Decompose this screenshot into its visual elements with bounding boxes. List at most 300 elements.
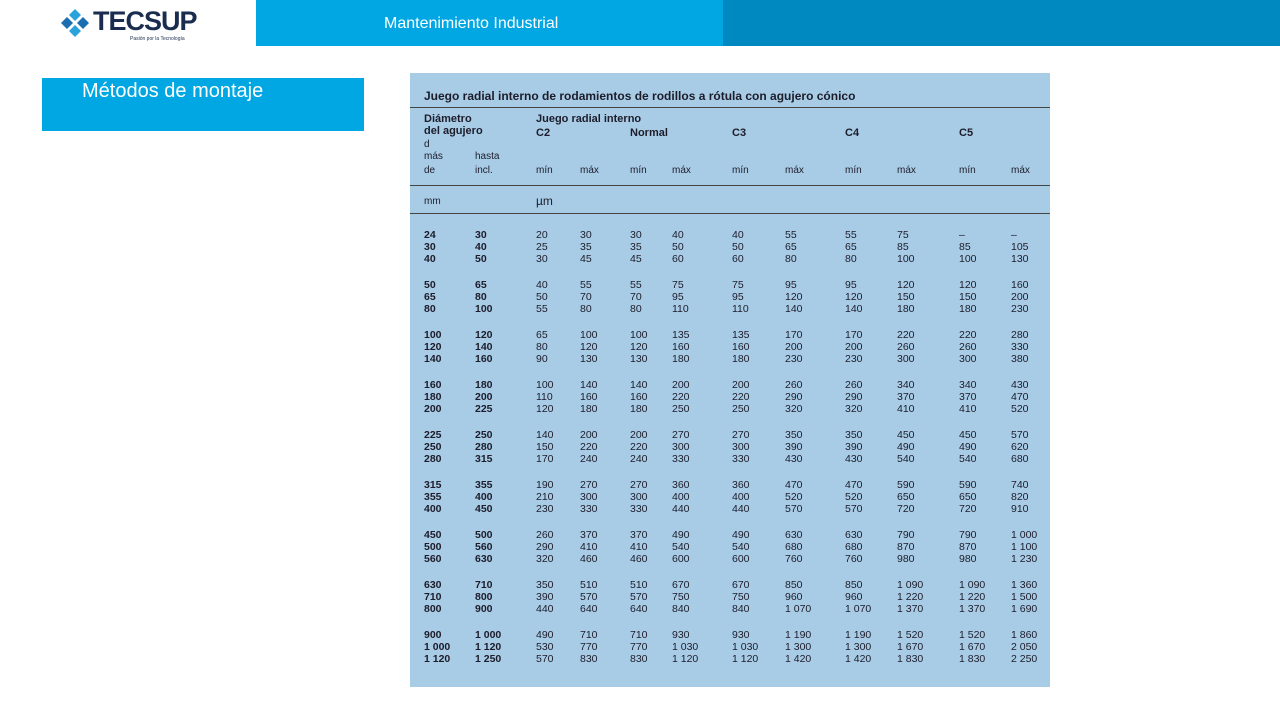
table-cell-diameter: 710 bbox=[424, 591, 442, 604]
section-title-box bbox=[42, 78, 364, 131]
table-cell-value: 220 bbox=[630, 441, 648, 454]
table-cell-value: 1 830 bbox=[897, 653, 924, 666]
table-cell-value: 830 bbox=[580, 653, 598, 666]
table-cell-value: 180 bbox=[897, 303, 915, 316]
table-cell-value: 200 bbox=[1011, 291, 1029, 304]
table-cell-value: 460 bbox=[580, 553, 598, 566]
table-cell-value: 370 bbox=[897, 391, 915, 404]
table-cell-value: 140 bbox=[630, 379, 648, 391]
table-cell-value: 490 bbox=[959, 441, 977, 454]
table-cell-value: 930 bbox=[732, 629, 750, 641]
table-cell-value: 170 bbox=[536, 453, 554, 466]
table-cell-value: 80 bbox=[580, 303, 592, 316]
table-cell-value: 740 bbox=[1011, 479, 1029, 491]
table-cell-value: 110 bbox=[536, 391, 553, 404]
table-cell-value: 200 bbox=[845, 341, 863, 354]
table-cell-diameter: 450 bbox=[424, 529, 442, 541]
table-cell-value: 720 bbox=[897, 503, 915, 516]
table-cell-value: 230 bbox=[785, 353, 803, 366]
table-cell-value: 1 190 bbox=[845, 629, 872, 641]
table-cell-value: 930 bbox=[672, 629, 690, 641]
table-cell-value: 330 bbox=[672, 453, 690, 466]
table-cell-value: 630 bbox=[845, 529, 863, 541]
table-cell-diameter: 630 bbox=[475, 553, 493, 566]
table-cell-value: 140 bbox=[845, 303, 863, 316]
table-cell-value: 830 bbox=[630, 653, 648, 666]
logo bbox=[0, 0, 256, 46]
table-cell-value: 230 bbox=[536, 503, 554, 516]
table-cell-value: 380 bbox=[1011, 353, 1029, 366]
table-cell-value: 210 bbox=[536, 491, 554, 504]
table-cell-value: 330 bbox=[630, 503, 648, 516]
table-cell-value: 640 bbox=[580, 603, 598, 616]
table-cell-value: 180 bbox=[580, 403, 598, 416]
table-cell-diameter: 1 000 bbox=[475, 629, 502, 641]
table-cell-value: 260 bbox=[959, 341, 977, 354]
table-cell-diameter: 24 bbox=[424, 229, 436, 241]
header-group-c4: C4 bbox=[845, 127, 860, 139]
header-group-normal: Normal bbox=[630, 127, 668, 139]
table-cell-value: 460 bbox=[630, 553, 648, 566]
table-cell-value: 390 bbox=[536, 591, 554, 604]
table-cell-value: 220 bbox=[672, 391, 690, 404]
table-cell-value: 55 bbox=[536, 303, 548, 316]
table-cell-value: 1 360 bbox=[1011, 579, 1038, 591]
header-mas: más bbox=[424, 151, 443, 162]
table-cell-value: 50 bbox=[672, 241, 684, 254]
table-cell-value: 520 bbox=[1011, 403, 1029, 416]
table-cell-value: 790 bbox=[959, 529, 977, 541]
table-cell-value: 250 bbox=[672, 403, 690, 416]
table-cell-value: 260 bbox=[536, 529, 554, 541]
table-cell-diameter: 315 bbox=[424, 479, 442, 491]
header-minmax: máx bbox=[580, 165, 599, 176]
table-cell-value: 350 bbox=[845, 429, 863, 441]
table-cell-value: 1 030 bbox=[672, 641, 699, 654]
table-cell-diameter: 630 bbox=[424, 579, 442, 591]
table-cell-value: 820 bbox=[1011, 491, 1029, 504]
table-cell-value: 85 bbox=[897, 241, 909, 254]
table-cell-value: 570 bbox=[580, 591, 598, 604]
table-cell-value: 840 bbox=[672, 603, 690, 616]
table-cell-value: 270 bbox=[732, 429, 750, 441]
table-cell-value: 150 bbox=[959, 291, 977, 304]
clearance-table-image bbox=[410, 73, 1050, 687]
table-cell-diameter: 180 bbox=[475, 379, 493, 391]
table-cell-value: 870 bbox=[897, 541, 915, 554]
table-cell-value: 35 bbox=[630, 241, 642, 254]
table-cell-value: 80 bbox=[845, 253, 857, 266]
table-cell-value: 1 370 bbox=[897, 603, 924, 616]
table-cell-value: 95 bbox=[845, 279, 857, 291]
table-cell-value: 1 420 bbox=[785, 653, 812, 666]
logo-text: TECSUP bbox=[93, 6, 197, 36]
header-group-c5: C5 bbox=[959, 127, 974, 139]
table-cell-value: 220 bbox=[580, 441, 598, 454]
tecsup-logo-icon bbox=[60, 8, 90, 38]
table-rule bbox=[410, 107, 1050, 108]
table-cell-value: 410 bbox=[580, 541, 598, 554]
table-cell-value: 330 bbox=[1011, 341, 1029, 354]
table-cell-diameter: 560 bbox=[475, 541, 493, 554]
table-cell-value: 1 090 bbox=[897, 579, 924, 591]
table-cell-value: 980 bbox=[897, 553, 915, 566]
table-cell-value: 590 bbox=[897, 479, 915, 491]
table-cell-diameter: 355 bbox=[424, 491, 442, 504]
table-cell-value: 640 bbox=[630, 603, 648, 616]
table-cell-value: 370 bbox=[630, 529, 648, 541]
table-cell-diameter: 315 bbox=[475, 453, 493, 466]
table-cell-value: 960 bbox=[785, 591, 803, 604]
table-cell-value: 520 bbox=[785, 491, 803, 504]
table-cell-value: 140 bbox=[536, 429, 554, 441]
table-cell-value: 95 bbox=[672, 291, 684, 304]
table-cell-value: 100 bbox=[897, 253, 915, 266]
header-minmax: mín bbox=[630, 165, 647, 176]
table-cell-value: 400 bbox=[672, 491, 690, 504]
table-cell-value: 670 bbox=[672, 579, 690, 591]
table-cell-value: 120 bbox=[536, 403, 554, 416]
table-cell-value: 170 bbox=[845, 329, 863, 341]
table-cell-value: 760 bbox=[785, 553, 803, 566]
table-cell-value: 540 bbox=[672, 541, 690, 554]
table-cell-value: 200 bbox=[630, 429, 648, 441]
table-cell-value: 980 bbox=[959, 553, 977, 566]
header-minmax: mín bbox=[536, 165, 553, 176]
table-cell-diameter: 500 bbox=[424, 541, 442, 554]
table-cell-value: 250 bbox=[732, 403, 750, 416]
table-cell-value: 680 bbox=[785, 541, 803, 554]
table-cell-value: 1 030 bbox=[732, 641, 759, 654]
table-cell-value: 450 bbox=[897, 429, 915, 441]
table-cell-value: 1 520 bbox=[897, 629, 924, 641]
table-cell-value: 280 bbox=[1011, 329, 1029, 341]
table-cell-value: 760 bbox=[845, 553, 863, 566]
table-cell-value: 1 520 bbox=[959, 629, 986, 641]
table-cell-value: 710 bbox=[630, 629, 648, 641]
table-cell-value: 45 bbox=[630, 253, 642, 266]
header-de: de bbox=[424, 165, 436, 176]
table-cell-value: 370 bbox=[580, 529, 598, 541]
table-rule bbox=[410, 185, 1050, 186]
table-cell-value: 510 bbox=[630, 579, 648, 591]
table-cell-value: 55 bbox=[630, 279, 642, 291]
table-cell-value: 340 bbox=[959, 379, 977, 391]
table-cell-value: 790 bbox=[897, 529, 915, 541]
table-cell-value: 120 bbox=[959, 279, 977, 291]
table-cell-diameter: 355 bbox=[475, 479, 493, 491]
table-cell-diameter: 400 bbox=[475, 491, 493, 504]
table-cell-value: 120 bbox=[785, 291, 803, 304]
table-cell-diameter: 50 bbox=[475, 253, 487, 266]
table-cell-value: 80 bbox=[785, 253, 797, 266]
header-bar-dark bbox=[723, 0, 1280, 46]
table-cell-value: 490 bbox=[897, 441, 915, 454]
table-cell-value: 440 bbox=[672, 503, 690, 516]
table-cell-value: 150 bbox=[536, 441, 554, 454]
table-cell-value: 230 bbox=[1011, 303, 1029, 316]
table-cell-value: 1 100 bbox=[1011, 541, 1038, 554]
table-cell-value: 540 bbox=[897, 453, 915, 466]
table-title: Juego radial interno de rodamientos de rodillos a rótula con agujero cónico bbox=[424, 89, 856, 103]
table-cell-value: 100 bbox=[959, 253, 977, 266]
table-cell-value: 1 300 bbox=[845, 641, 872, 654]
table-cell-value: 2 050 bbox=[1011, 641, 1038, 654]
header-minmax: máx bbox=[897, 165, 916, 176]
table-cell-value: 850 bbox=[785, 579, 803, 591]
table-cell-value: 300 bbox=[897, 353, 915, 366]
table-cell-value: 135 bbox=[672, 329, 690, 341]
table-cell-value: 40 bbox=[672, 229, 684, 241]
table-cell-diameter: 40 bbox=[424, 253, 436, 266]
table-cell-value: 50 bbox=[732, 241, 744, 254]
table-cell-value: 110 bbox=[672, 303, 689, 316]
logo-tagline: Pasión por la Tecnología bbox=[130, 36, 185, 42]
table-cell-value: 260 bbox=[897, 341, 915, 354]
table-cell-value: 75 bbox=[672, 279, 684, 291]
table-cell-value: 240 bbox=[630, 453, 648, 466]
table-cell-value: 600 bbox=[672, 553, 690, 566]
unit-um: µm bbox=[536, 194, 553, 208]
table-cell-value: 160 bbox=[732, 341, 750, 354]
table-cell-diameter: 200 bbox=[475, 391, 493, 404]
table-cell-value: 650 bbox=[897, 491, 915, 504]
table-cell-value: 55 bbox=[580, 279, 592, 291]
table-cell-diameter: 100 bbox=[475, 303, 493, 316]
table-cell-value: 270 bbox=[580, 479, 598, 491]
table-cell-value: 770 bbox=[580, 641, 598, 654]
table-cell-value: 105 bbox=[1011, 241, 1029, 254]
table-cell-value: 410 bbox=[897, 403, 915, 416]
table-cell-value: 220 bbox=[897, 329, 915, 341]
table-cell-value: 200 bbox=[732, 379, 750, 391]
table-cell-diameter: 280 bbox=[475, 441, 493, 454]
table-cell-value: 1 670 bbox=[897, 641, 924, 654]
table-cell-value: 1 690 bbox=[1011, 603, 1038, 616]
table-cell-diameter: 800 bbox=[424, 603, 442, 616]
table-cell-value: 30 bbox=[630, 229, 642, 241]
header-minmax: máx bbox=[672, 165, 691, 176]
table-rule bbox=[410, 213, 1050, 214]
table-cell-value: 100 bbox=[580, 329, 598, 341]
table-cell-value: 570 bbox=[845, 503, 863, 516]
table-cell-value: 300 bbox=[580, 491, 598, 504]
table-cell-value: 90 bbox=[536, 353, 548, 366]
table-cell-diameter: 400 bbox=[424, 503, 442, 516]
table-cell-diameter: 40 bbox=[475, 241, 487, 254]
table-cell-diameter: 30 bbox=[475, 229, 487, 241]
table-cell-value: 180 bbox=[630, 403, 648, 416]
table-cell-value: 200 bbox=[672, 379, 690, 391]
table-cell-value: 1 070 bbox=[785, 603, 812, 616]
table-cell-value: 680 bbox=[1011, 453, 1029, 466]
table-cell-value: 1 000 bbox=[1011, 529, 1038, 541]
header-minmax: máx bbox=[1011, 165, 1030, 176]
table-cell-value: 130 bbox=[1011, 253, 1029, 266]
table-cell-value: 570 bbox=[1011, 429, 1029, 441]
table-cell-value: 130 bbox=[630, 353, 648, 366]
header-agujero: del agujero bbox=[424, 125, 483, 137]
table-cell-diameter: 900 bbox=[424, 629, 442, 641]
table-cell-value: 360 bbox=[672, 479, 690, 491]
table-cell-value: 490 bbox=[672, 529, 690, 541]
table-cell-value: 510 bbox=[580, 579, 598, 591]
table-cell-value: 160 bbox=[1011, 279, 1029, 291]
table-cell-value: 45 bbox=[580, 253, 592, 266]
table-cell-diameter: 900 bbox=[475, 603, 493, 616]
header-minmax: mín bbox=[845, 165, 862, 176]
table-cell-value: 440 bbox=[732, 503, 750, 516]
table-cell-value: 470 bbox=[845, 479, 863, 491]
table-cell-value: 540 bbox=[959, 453, 977, 466]
table-cell-value: 60 bbox=[732, 253, 744, 266]
table-cell-value: 430 bbox=[1011, 379, 1029, 391]
table-cell-diameter: 225 bbox=[424, 429, 442, 441]
header-incl: incl. bbox=[475, 165, 493, 176]
table-cell-value: 620 bbox=[1011, 441, 1029, 454]
table-cell-value: 320 bbox=[845, 403, 863, 416]
table-cell-value: 300 bbox=[732, 441, 750, 454]
table-cell-value: 180 bbox=[959, 303, 977, 316]
table-cell-value: – bbox=[959, 229, 965, 241]
table-cell-value: 1 830 bbox=[959, 653, 986, 666]
table-cell-value: 320 bbox=[536, 553, 554, 566]
table-cell-value: 75 bbox=[897, 229, 909, 241]
table-cell-value: 390 bbox=[785, 441, 803, 454]
table-cell-value: 70 bbox=[630, 291, 642, 304]
table-cell-value: 390 bbox=[845, 441, 863, 454]
table-cell-value: 220 bbox=[959, 329, 977, 341]
table-cell-value: 300 bbox=[959, 353, 977, 366]
table-cell-value: 350 bbox=[536, 579, 554, 591]
table-cell-value: 670 bbox=[732, 579, 750, 591]
table-cell-value: 1 860 bbox=[1011, 629, 1038, 641]
table-cell-value: 220 bbox=[732, 391, 750, 404]
table-cell-value: 630 bbox=[785, 529, 803, 541]
table-cell-diameter: 120 bbox=[475, 329, 493, 341]
table-cell-value: 1 070 bbox=[845, 603, 872, 616]
table-cell-value: 290 bbox=[845, 391, 863, 404]
table-cell-value: 135 bbox=[732, 329, 750, 341]
table-cell-diameter: 225 bbox=[475, 403, 493, 416]
table-cell-value: 160 bbox=[630, 391, 648, 404]
table-cell-value: 100 bbox=[536, 379, 554, 391]
table-cell-value: 680 bbox=[845, 541, 863, 554]
table-cell-value: 530 bbox=[536, 641, 554, 654]
table-cell-value: 95 bbox=[785, 279, 797, 291]
table-cell-value: 270 bbox=[672, 429, 690, 441]
table-cell-value: 55 bbox=[845, 229, 857, 241]
table-cell-value: 270 bbox=[630, 479, 648, 491]
table-cell-diameter: 30 bbox=[424, 241, 436, 254]
table-cell-diameter: 280 bbox=[424, 453, 442, 466]
table-cell-value: 120 bbox=[630, 341, 648, 354]
table-cell-value: 70 bbox=[580, 291, 592, 304]
table-cell-value: 200 bbox=[580, 429, 598, 441]
table-cell-value: 1 370 bbox=[959, 603, 986, 616]
table-cell-value: 870 bbox=[959, 541, 977, 554]
table-cell-value: 40 bbox=[536, 279, 548, 291]
table-cell-value: 260 bbox=[785, 379, 803, 391]
table-cell-diameter: 500 bbox=[475, 529, 493, 541]
table-cell-value: 85 bbox=[959, 241, 971, 254]
table-cell-value: 1 420 bbox=[845, 653, 872, 666]
header-juego: Juego radial interno bbox=[536, 113, 642, 125]
table-cell-value: 1 220 bbox=[897, 591, 924, 604]
table-cell-diameter: 250 bbox=[475, 429, 493, 441]
table-cell-value: 1 500 bbox=[1011, 591, 1038, 604]
table-cell-value: 140 bbox=[580, 379, 598, 391]
table-cell-diameter: 100 bbox=[424, 329, 442, 341]
table-cell-diameter: 120 bbox=[424, 341, 442, 354]
table-cell-diameter: 1 120 bbox=[475, 641, 502, 654]
table-cell-value: 150 bbox=[897, 291, 915, 304]
table-cell-value: 110 bbox=[732, 303, 749, 316]
table-cell-value: 95 bbox=[732, 291, 744, 304]
table-cell-value: 60 bbox=[672, 253, 684, 266]
table-cell-value: 140 bbox=[785, 303, 803, 316]
table-cell-diameter: 1 000 bbox=[424, 641, 451, 654]
table-cell-value: – bbox=[1011, 229, 1017, 241]
header-minmax: mín bbox=[959, 165, 976, 176]
table-cell-diameter: 50 bbox=[424, 279, 436, 291]
table-cell-value: 570 bbox=[536, 653, 554, 666]
table-cell-diameter: 80 bbox=[475, 291, 487, 304]
header-minmax: mín bbox=[732, 165, 749, 176]
table-cell-diameter: 1 120 bbox=[424, 653, 451, 666]
header-d: d bbox=[424, 139, 430, 150]
table-cell-value: 400 bbox=[732, 491, 750, 504]
table-cell-value: 240 bbox=[580, 453, 598, 466]
table-cell-diameter: 65 bbox=[475, 279, 487, 291]
table-cell-value: 75 bbox=[732, 279, 744, 291]
table-cell-value: 470 bbox=[785, 479, 803, 491]
table-cell-value: 490 bbox=[536, 629, 554, 641]
table-cell-value: 120 bbox=[845, 291, 863, 304]
table-cell-diameter: 200 bbox=[424, 403, 442, 416]
table-cell-value: 170 bbox=[785, 329, 803, 341]
table-cell-value: 330 bbox=[732, 453, 750, 466]
table-cell-value: 410 bbox=[630, 541, 648, 554]
header-diametro: Diámetro bbox=[424, 113, 472, 125]
table-cell-value: 450 bbox=[959, 429, 977, 441]
header-group-c3: C3 bbox=[732, 127, 747, 139]
table-cell-value: 570 bbox=[785, 503, 803, 516]
table-cell-value: 65 bbox=[785, 241, 797, 254]
table-cell-diameter: 250 bbox=[424, 441, 442, 454]
table-cell-value: 430 bbox=[785, 453, 803, 466]
table-cell-value: 260 bbox=[845, 379, 863, 391]
table-cell-value: 65 bbox=[845, 241, 857, 254]
table-cell-value: 750 bbox=[672, 591, 690, 604]
table-cell-value: 910 bbox=[1011, 503, 1029, 516]
table-cell-value: 590 bbox=[959, 479, 977, 491]
table-cell-value: 300 bbox=[630, 491, 648, 504]
table-cell-diameter: 160 bbox=[424, 379, 442, 391]
table-cell-value: 80 bbox=[630, 303, 642, 316]
table-cell-value: 750 bbox=[732, 591, 750, 604]
table-cell-value: 520 bbox=[845, 491, 863, 504]
table-cell-value: 120 bbox=[897, 279, 915, 291]
table-cell-value: 960 bbox=[845, 591, 863, 604]
table-cell-value: 30 bbox=[536, 253, 548, 266]
section-title: Métodos de montaje bbox=[82, 80, 264, 102]
table-cell-value: 430 bbox=[845, 453, 863, 466]
header-group-c2: C2 bbox=[536, 127, 551, 139]
table-cell-value: 180 bbox=[672, 353, 690, 366]
table-cell-value: 30 bbox=[580, 229, 592, 241]
table-cell-value: 710 bbox=[580, 629, 598, 641]
